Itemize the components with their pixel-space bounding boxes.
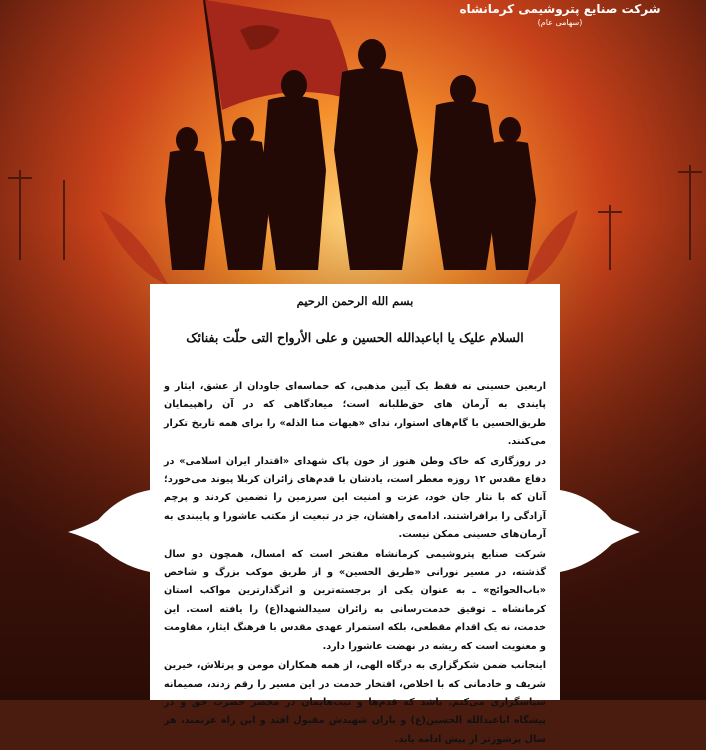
company-name: شرکت صنایع پتروشیمی کرمانشاه [459, 2, 661, 16]
message-card [150, 284, 560, 745]
bismillah-heading: بسم الله الرحمن الرحیم [296, 294, 414, 308]
paragraph: اینجانب ضمن شکرگزاری به درگاه الهی، از همه همکاران مومن و پرتلاش، خیرین شریف و خادمانی که با اخلاص، افتخار خدمت در این مسیر را رقم زدند، صمیمانه سپاسگزاری می‌کنم. باشد که قدم‌ها و نیت‌هایمان در محضر حضرت حق و در پیشگاه اباعبدالله الحسین(ع) و یاران شهیدش مقبول افتد و این راه عزتمند، هر سال پرشورتر از پیش ادامه یابد. [164, 660, 546, 745]
paragraph: در روزگاری که خاک وطن هنوز از خون پاک شهدای «اقتدار ایران اسلامی» در دفاع مقدس ۱۲ روزه معطر است، یادشان با قدم‌های زائران کربلا پیوند می‌خورد؛ آنان که با نثار جان خود، عزت و امنیت این سرزمین را تضمین کردند و پرچم آزادگی را برافراشتند. ادامه‌ی راهشان، جز در تبعیت از مکتب عاشورا و پایبندی به آرمان‌های حسینی ممکن نیست. [164, 455, 546, 541]
paragraph: شرکت صنایع پتروشیمی کرمانشاه مفتخر است که امسال، همچون دو سال گذشته، در مسیر نورانی «طریق الحسین» و از طریق موکب بزرگ و شاخص «باب‌الحوائج» ـ به عنوان یکی از برجسته‌ترین و اثرگذارترین مواکب استان کرمانشاه ـ توفیق خدمت‌رسانی به زائران سیدالشهدا(ع) را یافته است. این خدمت، نه یک اقدام مقطعی، بلکه استمرار عهدی مقدس با فرهنگ ایثار، مقاومت و معنویت است که ریشه در نهضت عاشورا دارد. [164, 548, 546, 652]
company-type: (سهامی عام) [537, 18, 583, 27]
paragraph: اربعین حسینی نه فقط یک آیین مذهبی، که حماسه‌ای جاودان از عشق، ایثار و پایندی به آرمان های حق‌طلبانه است؛ میعادگاهی که در آن راهپیمایان طریق‌الحسین با گام‌های استوار، ندای «هیهات منا الذله» را برای همه تاریخ تکرار می‌کنند. [164, 381, 546, 448]
salutation-heading: السلام علیک یا اباعبدالله الحسین و علی الأرواح التی حلّت بفنائک [186, 330, 524, 345]
message-body [164, 378, 546, 750]
